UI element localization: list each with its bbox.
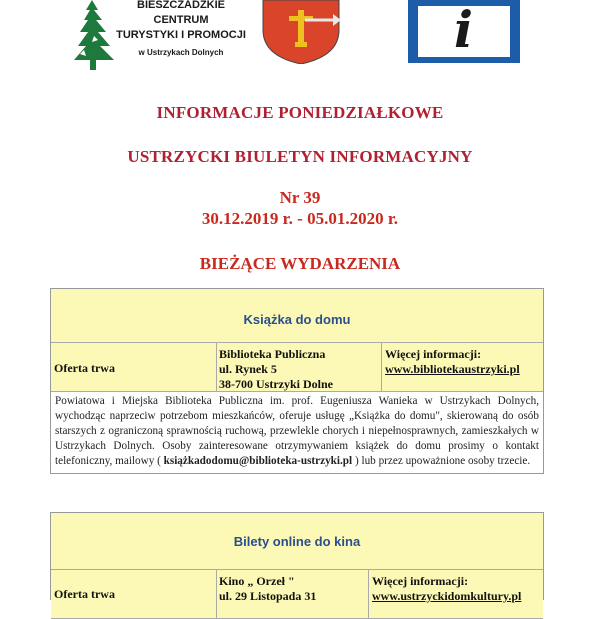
event-details-row: [51, 570, 543, 619]
event-description: [51, 392, 543, 473]
more-info-label: Więcej informacji:: [385, 347, 482, 361]
place-line: 38-700 Ustrzyki Dolne: [219, 377, 333, 391]
event-when: Oferta trwa: [51, 343, 217, 391]
bulletin-heading-1: INFORMACJE PONIEDZIAŁKOWE: [156, 103, 444, 122]
information-icon: i: [454, 0, 473, 59]
logo-line-1: BIESZCZADZKIE: [137, 0, 225, 11]
issue-number: Nr 39: [279, 188, 321, 207]
logo-line-3: TURYSTYKI I PROMOCJI: [116, 29, 246, 41]
more-info-link[interactable]: www.ustrzyckidomkultury.pl: [372, 589, 522, 603]
event-details-row: [51, 343, 543, 392]
event-place: [217, 343, 382, 391]
description-text: Powiatowa i Miejska Biblioteka Publiczna im. prof. Eugeniusza Wanieka w Ustrzykach Dolnych, wychodząc naprzeciw potrzebom mieszkańców, oferuje usługę „Książka do domu", skierowaną do osób starszych z ograniczoną sprawnością ruchową, przewlekle chorych i niepełnosprawnych, zamieszkałych w Ustrzykach Dolnych. Osoby zainteresowane otrzymywaniem książek do domu prosimy o kontakt telefoniczny, mailowy (: [55, 395, 539, 467]
description-text-end: ) lub przez upoważnione osoby trzecie.: [352, 455, 531, 467]
event-title: Książka do domu: [51, 289, 543, 343]
logo-line-2: CENTRUM: [153, 14, 209, 26]
event-card: [50, 288, 544, 474]
more-info-link[interactable]: www.bibliotekaustrzyki.pl: [385, 362, 520, 376]
contact-email-link[interactable]: książkadodomu@biblioteka-ustrzyki.pl: [163, 455, 353, 467]
logo-bar: [0, 0, 600, 80]
place-line: Kino „ Orzeł ": [219, 574, 295, 588]
event-more-info: [382, 343, 543, 391]
coat-of-arms-icon: [261, 0, 341, 64]
place-line: ul. Rynek 5: [219, 362, 277, 376]
more-info-label: Więcej informacji:: [372, 574, 469, 588]
pine-tree-icon: [72, 0, 122, 72]
event-title: Bilety online do kina: [51, 513, 543, 570]
issue-dates: 30.12.2019 r. - 05.01.2020 r.: [201, 209, 399, 228]
bulletin-heading-2: USTRZYCKI BIULETYN INFORMACYJNY: [127, 147, 473, 166]
event-when: Oferta trwa: [51, 570, 217, 618]
event-place: [217, 570, 369, 618]
tourism-center-text: [116, 0, 246, 60]
information-logo: [408, 0, 520, 63]
place-line: Biblioteka Publiczna: [219, 347, 326, 361]
event-card: [50, 512, 544, 603]
section-title: BIEŻĄCE WYDARZENIA: [199, 254, 401, 273]
tourism-center-logo: [72, 0, 246, 72]
logo-subline: w Ustrzykach Dolnych: [138, 48, 224, 57]
event-more-info: [369, 570, 543, 618]
information-logo-panel: [418, 0, 510, 59]
place-line: ul. 29 Listopada 31: [219, 589, 317, 603]
